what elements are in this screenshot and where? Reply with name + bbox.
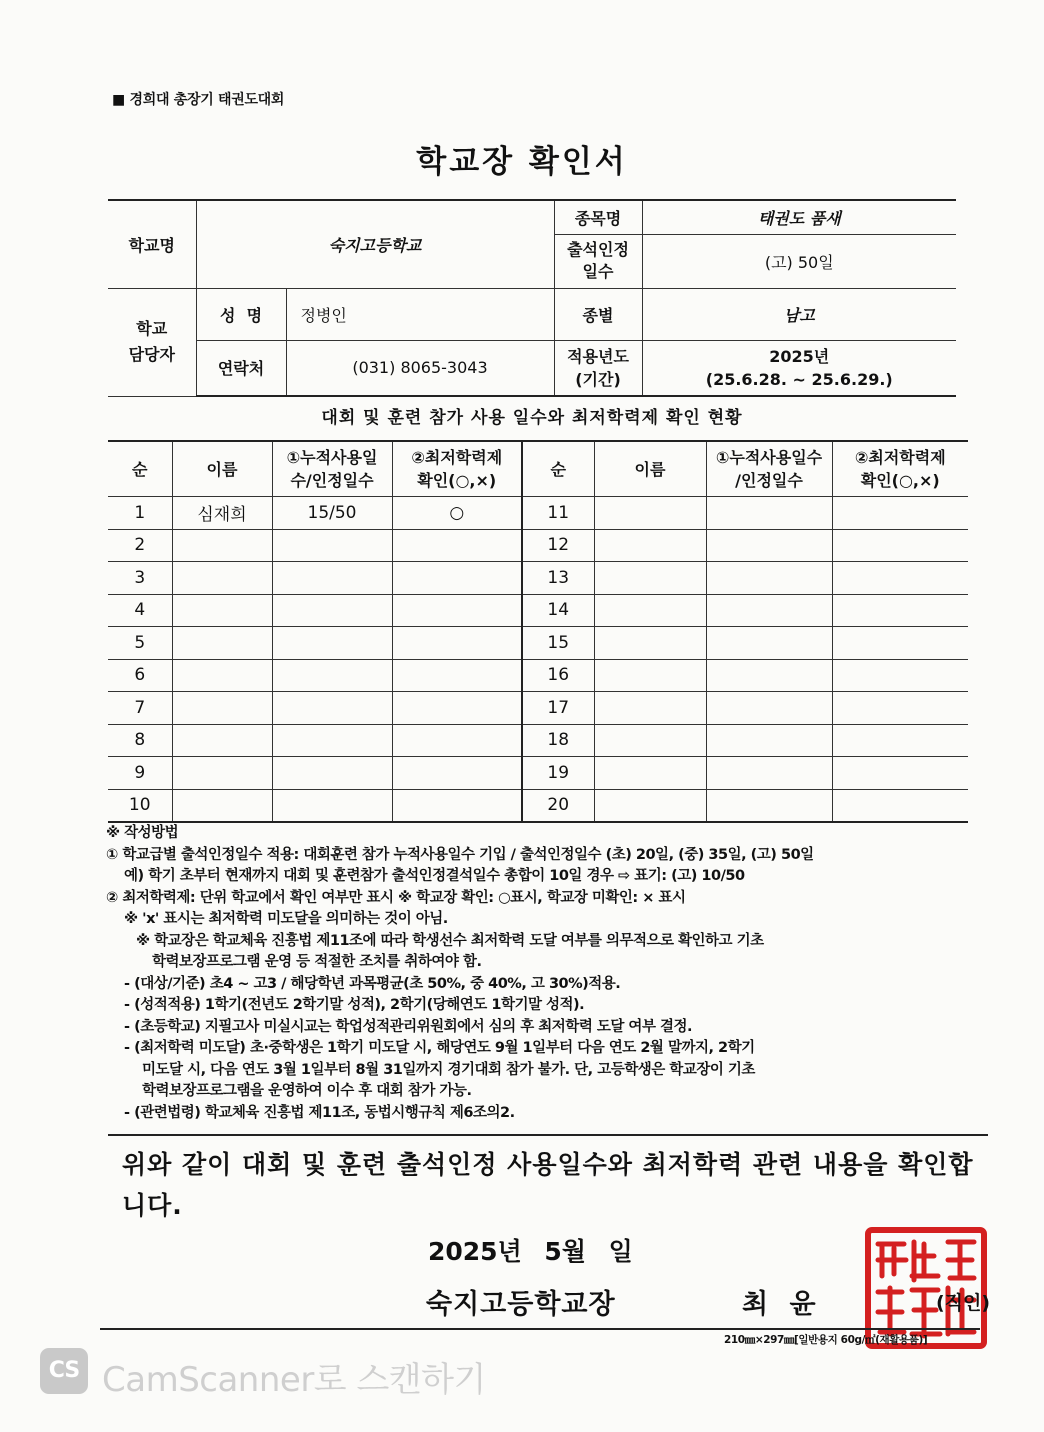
- event-value: 태권도 품새: [642, 200, 956, 234]
- name-label: 성 명: [196, 288, 286, 340]
- student-name: [594, 724, 706, 757]
- camscanner-watermark: CamScanner로 스캔하기: [102, 1360, 486, 1400]
- manager-name: 정병인: [286, 288, 554, 340]
- min-academic-check: [832, 724, 968, 757]
- student-name: [172, 529, 272, 562]
- manager-label: 학교 담당자: [108, 288, 196, 396]
- used-days: [706, 529, 832, 562]
- min-academic-check: [832, 529, 968, 562]
- min-academic-check: [832, 659, 968, 692]
- row-number: 5: [108, 627, 172, 660]
- row-number: 3: [108, 562, 172, 595]
- paper-spec: 210㎜×297㎜[일반용지 60g/㎡(재활용품)]: [724, 1334, 928, 1346]
- table-row: [108, 724, 968, 757]
- section-title: 대회 및 훈련 참가 사용 일수와 최저학력제 확인 현황: [321, 408, 743, 428]
- row-number: 19: [522, 757, 594, 790]
- header-days: ①누적사용일 수/인정일수: [272, 441, 392, 497]
- used-days: [706, 497, 832, 530]
- used-days: [706, 562, 832, 595]
- note-line: - (초등학교) 지필고사 미실시교는 학업성적관리위원회에서 심의 후 최저학력 도달 여부 결정.: [124, 1018, 693, 1035]
- student-name: [172, 627, 272, 660]
- note-line: - (대상/기준) 초4 ~ 고3 / 해당학년 과목평균(초 50%, 중 40%, 고 30%)적용.: [124, 975, 621, 992]
- contact-label: 연락처: [196, 340, 286, 396]
- gender-label: 종별: [554, 288, 642, 340]
- header-no: 순: [522, 441, 594, 497]
- notes-heading: ※ 작성방법: [106, 825, 179, 841]
- contact-value: (031) 8065-3043: [286, 340, 554, 396]
- camscanner-logo-icon: [40, 1348, 88, 1394]
- student-name: [594, 627, 706, 660]
- row-number: 13: [522, 562, 594, 595]
- table-row: [108, 692, 968, 725]
- row-number: 11: [522, 497, 594, 530]
- row-number: 9: [108, 757, 172, 790]
- min-academic-check: [832, 562, 968, 595]
- note-line: ② 최저학력제: 단위 학교에서 확인 여부만 표시 ※ 학교장 확인: ○표시, 학교장 미확인: × 표시: [106, 889, 686, 906]
- min-academic-check: [392, 627, 522, 660]
- header-days: ①누적사용일수 /인정일수: [706, 441, 832, 497]
- min-academic-check: [832, 789, 968, 822]
- note-line: 예) 학기 초부터 현재까지 대회 및 훈련참가 출석인정결석일수 총합이 10일 경우 ⇨ 표기: (고) 10/50: [124, 868, 745, 884]
- seal-label: (직인): [936, 1292, 991, 1314]
- row-number: 2: [108, 529, 172, 562]
- table-row: [108, 594, 968, 627]
- min-academic-check: [832, 692, 968, 725]
- row-number: 10: [108, 789, 172, 822]
- used-days: [272, 789, 392, 822]
- min-academic-check: [392, 692, 522, 725]
- student-name: [594, 659, 706, 692]
- confirmation-statement: 위와 같이 대회 및 훈련 출석인정 사용일수와 최저학력 관련 내용을 확인합니다.: [122, 1150, 974, 1220]
- row-number: 7: [108, 692, 172, 725]
- used-days: [706, 757, 832, 790]
- table-row: [108, 497, 968, 530]
- row-number: 1: [108, 497, 172, 530]
- note-line: ① 학교급별 출석인정일수 적용: 대회훈련 참가 누적사용일수 기입 / 출석인정일수 (초) 20일, (중) 35일, (고) 50일: [106, 846, 814, 863]
- min-academic-check: ○: [392, 497, 522, 530]
- student-name: [594, 757, 706, 790]
- gender-value: 남고: [642, 288, 956, 340]
- student-name: [594, 594, 706, 627]
- used-days: [272, 627, 392, 660]
- student-name: [172, 594, 272, 627]
- note-line: ※ 'x' 표시는 최저학력 미도달을 의미하는 것이 아님.: [124, 911, 448, 927]
- year-label: 적용년도 (기간): [554, 340, 642, 396]
- table-row: [108, 757, 968, 790]
- note-line: 학력보장프로그램 운영 등 적절한 조치를 취하여야 함.: [152, 954, 482, 970]
- attendance-value: (고) 50일: [642, 234, 956, 288]
- min-academic-check: [392, 659, 522, 692]
- note-line: ※ 학교장은 학교체육 진흥법 제11조에 따라 학생선수 최저학력 도달 여부를 의무적으로 확인하고 기초: [136, 932, 764, 949]
- document-title: 학교장 확인서: [416, 144, 628, 180]
- roster-table: [108, 440, 968, 823]
- note-line: 학력보장프로그램을 운영하여 이수 후 대회 참가 가능.: [142, 1083, 472, 1099]
- table-row: [108, 789, 968, 822]
- min-academic-check: [392, 757, 522, 790]
- table-row: [108, 529, 968, 562]
- student-name: [172, 562, 272, 595]
- school-name-label: 학교명: [108, 200, 196, 288]
- min-academic-check: [392, 529, 522, 562]
- used-days: [706, 692, 832, 725]
- divider: [100, 1328, 980, 1330]
- used-days: 15/50: [272, 497, 392, 530]
- used-days: [272, 562, 392, 595]
- year-value: 2025년 (25.6.28. ~ 25.6.29.): [642, 340, 956, 396]
- student-name: [594, 692, 706, 725]
- header-name: 이름: [594, 441, 706, 497]
- principal-name: 최 윤: [742, 1289, 822, 1320]
- row-number: 6: [108, 659, 172, 692]
- used-days: [272, 594, 392, 627]
- writing-guide-notes: [106, 823, 986, 1124]
- row-number: 16: [522, 659, 594, 692]
- student-name: [594, 497, 706, 530]
- row-number: 8: [108, 724, 172, 757]
- school-info-table: [108, 199, 956, 397]
- used-days: [272, 757, 392, 790]
- table-row: [108, 627, 968, 660]
- used-days: [272, 692, 392, 725]
- min-academic-check: [832, 594, 968, 627]
- student-name: 심재희: [172, 497, 272, 530]
- header-check: ②최저학력제 확인(○,×): [832, 441, 968, 497]
- min-academic-check: [392, 789, 522, 822]
- camscanner-logo-text: CS: [48, 1358, 80, 1383]
- note-line: - (관련법령) 학교체육 진흥법 제11조, 동법시행규칙 제6조의2.: [124, 1104, 515, 1121]
- used-days: [706, 594, 832, 627]
- header-tag: ■ 경희대 총장기 태권도대회: [112, 92, 285, 108]
- student-name: [594, 529, 706, 562]
- note-line: - (최저학력 미도달) 초·중학생은 1학기 미도달 시, 해당연도 9월 1일부터 다음 연도 2월 말까지, 2학기: [124, 1040, 755, 1056]
- note-line: 미도달 시, 다음 연도 3월 1일부터 8월 31일까지 경기대회 참가 불가. 단, 고등학생은 학교장이 기초: [142, 1061, 755, 1078]
- row-number: 18: [522, 724, 594, 757]
- student-name: [594, 789, 706, 822]
- header-no: 순: [108, 441, 172, 497]
- min-academic-check: [832, 497, 968, 530]
- student-name: [172, 757, 272, 790]
- attendance-label: 출석인정 일수: [554, 234, 642, 288]
- note-line: - (성적적용) 1학기(전년도 2학기말 성적), 2학기(당해연도 1학기말 성적).: [124, 997, 585, 1013]
- student-name: [594, 562, 706, 595]
- row-number: 12: [522, 529, 594, 562]
- issue-date: 2025년 5월 일: [428, 1237, 633, 1266]
- school-name-value: 숙지고등학교: [196, 200, 554, 288]
- row-number: 17: [522, 692, 594, 725]
- used-days: [706, 724, 832, 757]
- table-row: [108, 562, 968, 595]
- used-days: [272, 724, 392, 757]
- student-name: [172, 724, 272, 757]
- table-row: [108, 659, 968, 692]
- used-days: [272, 529, 392, 562]
- min-academic-check: [392, 562, 522, 595]
- used-days: [706, 659, 832, 692]
- min-academic-check: [832, 757, 968, 790]
- header-name: 이름: [172, 441, 272, 497]
- min-academic-check: [832, 627, 968, 660]
- row-number: 14: [522, 594, 594, 627]
- student-name: [172, 692, 272, 725]
- min-academic-check: [392, 724, 522, 757]
- school-principal-title: 숙지고등학교장: [426, 1289, 616, 1320]
- divider: [108, 1134, 988, 1136]
- used-days: [706, 627, 832, 660]
- student-name: [172, 789, 272, 822]
- event-label: 종목명: [554, 200, 642, 234]
- student-name: [172, 659, 272, 692]
- used-days: [706, 789, 832, 822]
- used-days: [272, 659, 392, 692]
- row-number: 4: [108, 594, 172, 627]
- row-number: 20: [522, 789, 594, 822]
- row-number: 15: [522, 627, 594, 660]
- min-academic-check: [392, 594, 522, 627]
- header-check: ②최저학력제 확인(○,×): [392, 441, 522, 497]
